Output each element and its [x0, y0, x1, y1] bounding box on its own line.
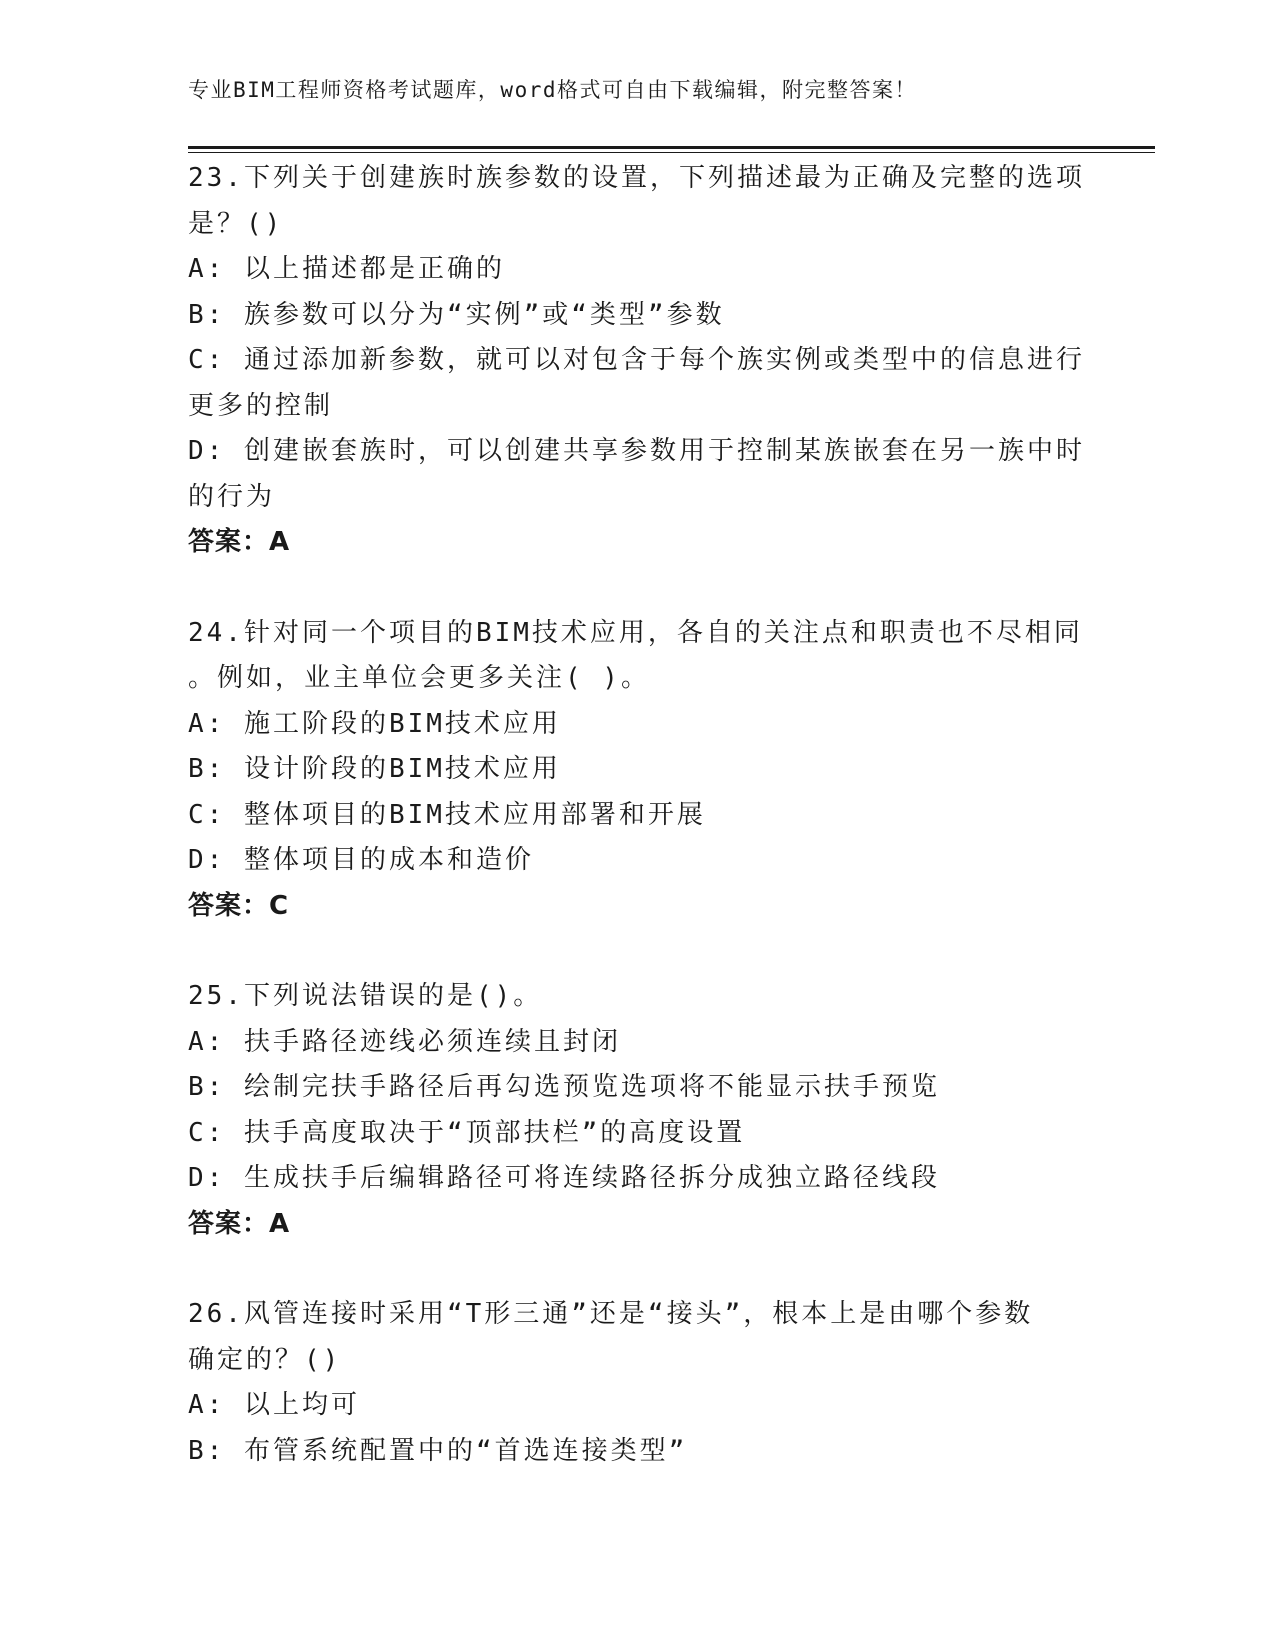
- question-24: [188, 611, 1088, 930]
- question-23: [188, 156, 1088, 566]
- option-b: B: 设计阶段的BIM技术应用: [188, 754, 561, 784]
- option-d: D: 生成扶手后编辑路径可将连续路径拆分成独立路径线段: [188, 1163, 940, 1193]
- option-b: B: 绘制完扶手路径后再勾选预览选项将不能显示扶手预览: [188, 1072, 940, 1102]
- answer: 答案：A: [188, 527, 291, 557]
- question-stem: 25.下列说法错误的是()。: [188, 981, 543, 1011]
- question-stem: 确定的？(): [188, 1344, 342, 1375]
- question-list: [188, 156, 1088, 1519]
- option-b: B: 族参数可以分为“实例”或“类型”参数: [188, 299, 725, 330]
- question-stem: 23.下列关于创建族时族参数的设置，下列描述最为正确及完整的选项: [188, 163, 1085, 193]
- page-header: 专业BIM工程师资格考试题库，word格式可自由下载编辑，附完整答案！: [188, 78, 917, 102]
- option-b: B: 布管系统配置中的“首选连接类型”: [188, 1435, 688, 1466]
- question-stem: 是？(): [188, 208, 284, 239]
- header-divider-thin: [188, 152, 1155, 153]
- option-d: 的行为: [188, 481, 276, 512]
- question-26: [188, 1292, 1088, 1474]
- option-c: C: 扶手高度取决于“顶部扶栏”的高度设置: [188, 1117, 746, 1148]
- answer: 答案：A: [188, 1208, 291, 1239]
- option-c: C: 通过添加新参数，就可以对包含于每个族实例或类型中的信息进行: [188, 345, 1085, 375]
- question-stem: 24.针对同一个项目的BIM技术应用，各自的关注点和职责也不尽相同: [188, 617, 1083, 648]
- option-a: A: 以上描述都是正确的: [188, 254, 505, 284]
- option-a: A: 以上均可: [188, 1390, 360, 1420]
- option-d: D: 创建嵌套族时，可以创建共享参数用于控制某族嵌套在另一族中时: [188, 436, 1085, 466]
- header-divider-thick: [188, 146, 1155, 149]
- question-25: [188, 974, 1088, 1247]
- option-d: D: 整体项目的成本和造价: [188, 845, 534, 875]
- option-c: C: 整体项目的BIM技术应用部署和开展: [188, 799, 706, 830]
- question-stem: 26.风管连接时采用“T形三通”还是“接头”，根本上是由哪个参数: [188, 1299, 1034, 1329]
- option-a: A: 施工阶段的BIM技术应用: [188, 708, 561, 739]
- question-stem: 。例如，业主单位会更多关注( )。: [188, 663, 650, 693]
- option-c: 更多的控制: [188, 390, 334, 421]
- option-a: A: 扶手路径迹线必须连续且封闭: [188, 1026, 621, 1057]
- answer: 答案：C: [188, 890, 290, 921]
